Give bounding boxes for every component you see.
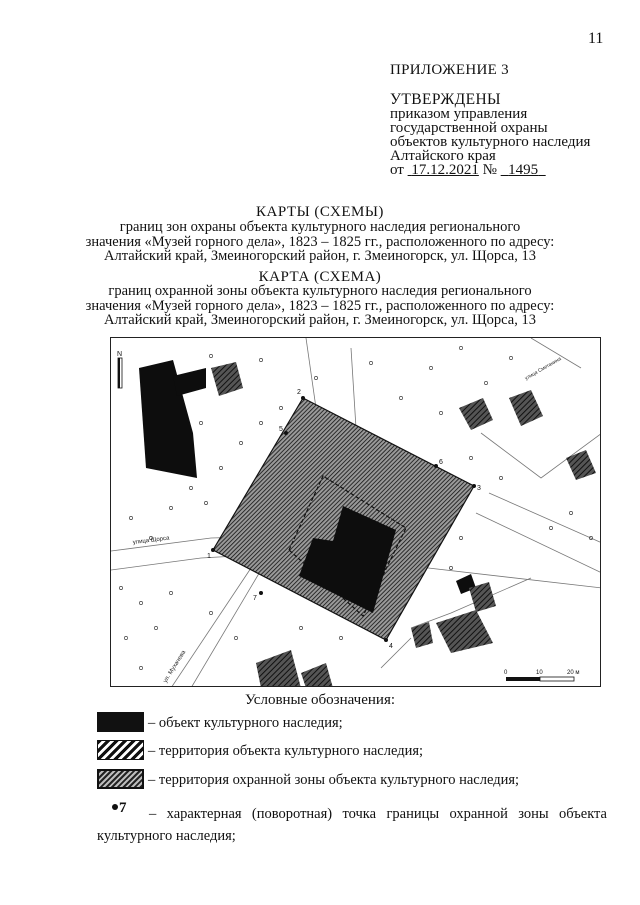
order-date: 17.12.2021 [411,162,479,178]
legend-swatch-protective-zone [97,769,144,789]
date-prefix: от [390,162,404,178]
legend-point-symbol: 7 [112,800,127,817]
svg-text:1: 1 [207,553,211,560]
street-label: улица Сметанина [524,356,563,382]
approval-date-line [390,163,590,177]
legend-point-description: – характерная (поворотная) точка границы охранной зоны объекта культурного наследия; [97,806,607,844]
approval-line: объектов культурного наследия [390,134,591,150]
legend-item: – территория объекта культурного наследия; [148,743,424,759]
map-drawing [111,338,601,687]
boundary-map [110,337,601,687]
approval-line: государственной охраны [390,120,548,136]
map-title: КАРТА (СХЕМА) [258,269,382,285]
maps-title: КАРТЫ (СХЕМЫ) [256,204,384,220]
svg-text:20 м: 20 м [567,670,580,676]
approval-block [390,93,590,177]
maps-subtitle: границ зон охраны объекта культурного наследия регионального значения «Музей горного дела», 1823 – 1825 гг., расположенного по адресу: Алтайский край, Змеиногорский район, г. Змеиногорск, ул. Щорса, 13 [85,219,555,264]
legend-swatch-territory [97,740,144,760]
approval-title: УТВЕРЖДЕНЫ [390,91,501,108]
svg-text:7: 7 [253,595,257,602]
approval-line: Алтайского края [390,148,496,164]
page-number: 11 [588,30,604,47]
svg-text:4: 4 [389,643,393,650]
legend-item: – объект культурного наследия; [148,715,343,731]
approval-line: приказом управления [390,106,528,122]
order-number: 1495 [508,162,539,178]
street-label: ул. Мухачева [162,649,188,685]
svg-text:N: N [117,351,123,358]
legend-item: – территория охранной зоны объекта культурного наследия; [148,772,520,788]
svg-text:3: 3 [477,485,481,492]
street-label: улица Щорса [132,535,170,546]
number-prefix: № [482,162,497,178]
legend-swatch-object [97,712,144,732]
scale-bar [504,670,579,681]
svg-text:10: 10 [536,670,543,676]
svg-text:2: 2 [297,389,301,396]
map-subtitle: границ охранной зоны объекта культурного наследия регионального значения «Музей горного дела», 1823 – 1825 гг., расположенного по адресу: Алтайский край, Змеиногорский район, г. Змеиногорск, ул. Щорса, 13 [85,283,555,328]
appendix-label: ПРИЛОЖЕНИЕ 3 [390,62,509,78]
svg-text:6: 6 [439,459,443,466]
svg-text:0: 0 [504,670,508,676]
svg-text:5: 5 [279,426,283,433]
legend-title: Условные обозначения: [244,692,396,708]
north-arrow-icon [117,351,122,388]
